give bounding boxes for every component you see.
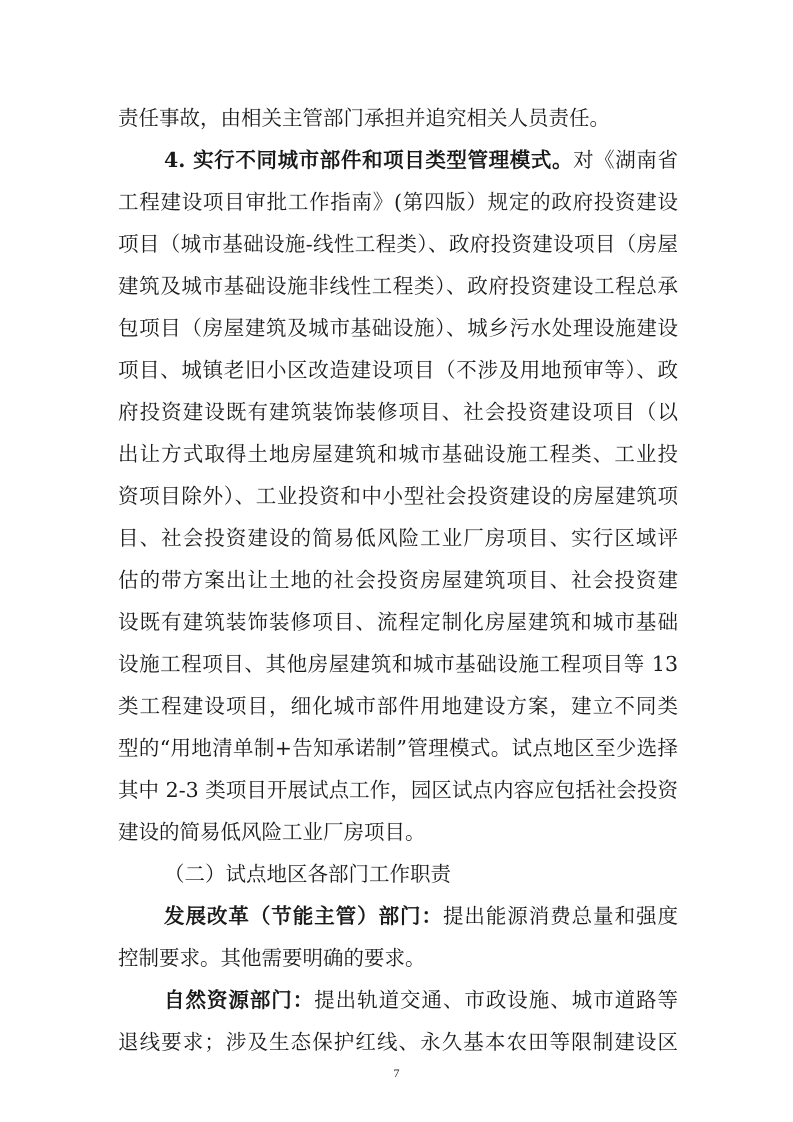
paragraph-line: 设既有建筑装饰装修项目、流程定制化房屋建筑和城市基础 — [118, 610, 678, 634]
natural-resources-text: 提出轨道交通、市政设施、城市道路等 — [314, 988, 679, 1012]
item4-first-line — [164, 146, 678, 174]
paragraph-line: 出让方式取得土地房屋建筑和城市基础设施工程类、工业投 — [118, 442, 678, 466]
paragraph-line: 目、社会投资建设的简易低风险工业厂房项目、实行区域评 — [118, 526, 678, 550]
paragraph-line: 项目、城镇老旧小区改造建设项目（不涉及用地预审等）、政 — [118, 358, 678, 382]
item4-heading-tail: 对《湖南省 — [573, 148, 679, 172]
paragraph-line: 建设的简易低风险工业厂房项目。 — [118, 820, 426, 844]
item4-heading: 4. 实行不同城市部件和项目类型管理模式。 — [164, 148, 574, 172]
dev-reform-text: 提出能源消费总量和强度 — [442, 904, 679, 928]
text: 责任事故，由相关主管部门承担并追究相关人员责任。 — [118, 106, 610, 130]
paragraph-line: 估的带方案出让土地的社会投资房屋建筑项目、社会投资建 — [118, 568, 678, 592]
paragraph-line: 退线要求；涉及生态保护红线、永久基本农田等限制建设区 — [118, 1030, 678, 1054]
paragraph-line: 府投资建设既有建筑装饰装修项目、社会投资建设项目（以 — [118, 400, 678, 424]
paragraph-line: 型的“用地清单制+告知承诺制”管理模式。试点地区至少选择 — [118, 736, 678, 760]
natural-resources-first-line — [164, 986, 678, 1014]
paragraph-line: 项目（城市基础设施-线性工程类）、政府投资建设项目（房屋 — [118, 232, 678, 256]
paragraph-line: 类工程建设项目，细化城市部件用地建设方案，建立不同类 — [118, 694, 678, 718]
paragraph-line: 设施工程项目、其他房屋建筑和城市基础设施工程项目等 13 — [118, 652, 678, 676]
dev-reform-label: 发展改革（节能主管）部门： — [164, 904, 443, 928]
paragraph-line: 建筑及城市基础设施非线性工程类）、政府投资建设工程总承 — [118, 274, 678, 298]
section-heading: （二）试点地区各部门工作职责 — [164, 862, 451, 886]
dev-reform-first-line — [164, 902, 678, 930]
paragraph-line: 工程建设项目审批工作指南》(第四版）规定的政府投资建设 — [118, 190, 678, 214]
paragraph-line: 其中 2-3 类项目开展试点工作，园区试点内容应包括社会投资 — [118, 778, 678, 802]
paragraph-line — [118, 104, 678, 132]
paragraph-line: 资项目除外）、工业投资和中小型社会投资建设的房屋建筑项 — [118, 484, 678, 508]
page-number: 7 — [393, 1066, 400, 1080]
paragraph-line: 包项目（房屋建筑及城市基础设施）、城乡污水处理设施建设 — [118, 316, 678, 340]
paragraph-line: 控制要求。其他需要明确的要求。 — [118, 946, 426, 970]
natural-resources-label: 自然资源部门： — [164, 988, 315, 1012]
